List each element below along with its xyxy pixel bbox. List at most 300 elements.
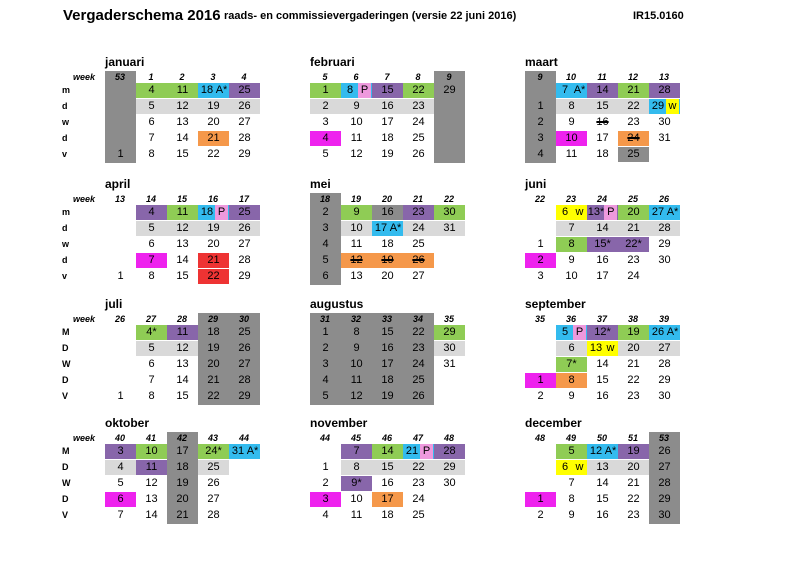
week-number: 22 <box>443 194 454 204</box>
day-cell <box>525 237 556 252</box>
day-number: 12 <box>350 254 363 266</box>
day-number: 23 <box>627 254 640 266</box>
day-number: 17 <box>176 445 189 457</box>
day-cell <box>229 205 260 220</box>
day-cell <box>310 83 341 98</box>
day-cell <box>310 444 341 459</box>
day-cell <box>372 131 403 146</box>
day-cell <box>229 389 260 404</box>
day-cell <box>556 325 587 340</box>
meeting-tag: P <box>358 83 371 98</box>
week-number: 9 <box>537 72 543 82</box>
week-number: 42 <box>176 433 187 443</box>
day-cell <box>618 357 649 372</box>
day-cell <box>403 221 434 236</box>
day-cell <box>556 115 587 130</box>
day-number: 19 <box>381 390 394 402</box>
day-number: 18 <box>381 374 394 386</box>
day-cell <box>341 476 372 491</box>
day-cell <box>310 508 341 523</box>
day-number: 9 <box>568 509 575 521</box>
day-cell <box>310 147 341 162</box>
day-number: 18 <box>381 132 394 144</box>
meeting-tag: P <box>420 444 433 459</box>
day-cell <box>105 115 136 130</box>
day-cell <box>136 476 167 491</box>
day-number: 15 <box>176 270 189 282</box>
day-cell <box>310 389 341 404</box>
day-cell <box>341 269 372 284</box>
day-cell <box>310 325 341 340</box>
day-number: 12* <box>594 326 611 338</box>
day-number: 26 <box>658 445 671 457</box>
week-number: 34 <box>412 314 423 324</box>
weekday-label: d <box>62 223 68 233</box>
weekday-label: d <box>62 255 68 265</box>
month-name: december <box>525 416 582 430</box>
day-number: 23 <box>627 390 640 402</box>
day-number: 7 <box>148 374 155 386</box>
day-cell <box>649 83 680 98</box>
day-cell <box>403 115 434 130</box>
day-number: 28 <box>658 358 671 370</box>
day-number: 20 <box>207 116 220 128</box>
day-cell <box>341 253 372 268</box>
day-cell <box>136 357 167 372</box>
day-cell <box>310 205 341 220</box>
day-cell <box>136 269 167 284</box>
day-cell <box>229 444 260 459</box>
week-number: 47 <box>412 433 423 443</box>
day-cell <box>198 325 229 340</box>
week-number: 21 <box>412 194 423 204</box>
day-number: 20 <box>381 270 394 282</box>
day-cell <box>198 115 229 130</box>
day-cell <box>167 460 198 475</box>
day-number: 14 <box>596 222 609 234</box>
day-cell <box>136 492 167 507</box>
day-number: 5 <box>148 222 155 234</box>
day-number: 19 <box>381 254 394 266</box>
day-cell <box>229 357 260 372</box>
day-number: 26 <box>238 100 251 112</box>
day-cell <box>587 444 618 459</box>
meeting-tag: A* <box>389 222 402 234</box>
day-cell <box>525 476 556 491</box>
day-number: 3 <box>322 493 329 505</box>
day-number: 4 <box>322 238 329 250</box>
day-cell <box>167 373 198 388</box>
week-number: 4 <box>241 72 247 82</box>
day-cell <box>587 269 618 284</box>
week-number: 27 <box>145 314 156 324</box>
day-number: 4 <box>322 374 329 386</box>
day-cell <box>618 389 649 404</box>
day-number: 16 <box>381 477 394 489</box>
day-number: 13 <box>596 461 609 473</box>
day-cell <box>372 115 403 130</box>
day-cell <box>649 99 680 114</box>
day-number: 27 <box>238 116 251 128</box>
day-number: 29 <box>658 374 671 386</box>
day-cell <box>136 341 167 356</box>
day-cell <box>403 476 434 491</box>
day-cell <box>167 131 198 146</box>
day-number: 11 <box>176 206 189 218</box>
day-cell <box>310 253 341 268</box>
day-cell <box>618 341 649 356</box>
day-cell <box>403 460 434 475</box>
day-cell <box>618 115 649 130</box>
day-cell <box>525 269 556 284</box>
day-cell <box>403 389 434 404</box>
day-cell <box>167 269 198 284</box>
weekday-label: M <box>62 327 70 337</box>
day-number: 28 <box>238 132 251 144</box>
day-cell <box>649 373 680 388</box>
day-number: 3 <box>322 222 329 234</box>
day-cell <box>167 325 198 340</box>
day-number: 9 <box>568 254 575 266</box>
day-cell <box>403 99 434 114</box>
week-number: 53 <box>658 433 669 443</box>
day-number: 13* <box>587 206 605 218</box>
week-number: 26 <box>114 314 125 324</box>
day-number: 8 <box>568 493 575 505</box>
day-number: 24* <box>205 445 222 457</box>
day-number: 4 <box>148 206 155 218</box>
week-number: 29 <box>207 314 218 324</box>
day-cell <box>649 492 680 507</box>
day-number: 7 <box>568 222 575 234</box>
day-number: 22 <box>627 100 640 112</box>
day-cell <box>434 99 465 114</box>
day-number: 17 <box>374 222 388 234</box>
day-number: 8 <box>353 461 360 473</box>
day-cell <box>403 373 434 388</box>
weekday-label: d <box>62 133 68 143</box>
day-cell <box>341 508 372 523</box>
day-number: 22 <box>207 270 220 282</box>
day-number: 15 <box>381 461 394 473</box>
day-cell <box>649 205 680 220</box>
day-cell <box>229 83 260 98</box>
day-cell <box>372 508 403 523</box>
day-cell <box>229 147 260 162</box>
day-number: 23 <box>627 509 640 521</box>
month-name: maart <box>525 55 558 69</box>
day-cell <box>198 492 229 507</box>
day-number: 31 <box>231 445 245 457</box>
day-cell <box>372 373 403 388</box>
day-cell <box>105 373 136 388</box>
day-cell <box>525 147 556 162</box>
day-cell <box>434 147 465 162</box>
day-cell <box>618 325 649 340</box>
day-number: 24 <box>627 270 640 282</box>
week-number: 12 <box>627 72 638 82</box>
day-number: 28 <box>658 222 671 234</box>
month-name: februari <box>310 55 355 69</box>
day-number: 12 <box>350 390 363 402</box>
day-cell <box>310 492 341 507</box>
meeting-tag: w <box>573 205 586 220</box>
day-cell <box>167 147 198 162</box>
day-cell <box>198 205 229 220</box>
day-number: 21 <box>207 132 220 144</box>
day-number: 11 <box>145 461 158 473</box>
week-number: 53 <box>114 72 125 82</box>
day-number: 4 <box>148 84 155 96</box>
day-cell <box>229 269 260 284</box>
day-number: 27 <box>238 358 251 370</box>
day-number: 18 <box>176 461 189 473</box>
week-number: 50 <box>596 433 607 443</box>
day-number: 21 <box>627 477 640 489</box>
day-cell <box>310 373 341 388</box>
day-cell <box>229 253 260 268</box>
day-number: 25 <box>412 374 425 386</box>
day-cell <box>587 341 618 356</box>
day-cell <box>372 357 403 372</box>
day-number: 5 <box>568 445 575 457</box>
day-cell <box>105 508 136 523</box>
day-number: 5 <box>117 477 124 489</box>
day-cell <box>105 492 136 507</box>
day-number: 11 <box>565 148 578 160</box>
day-cell <box>587 460 618 475</box>
day-number: 11 <box>176 84 189 96</box>
day-number: 25 <box>238 326 251 338</box>
meeting-tag: A* <box>666 326 679 338</box>
day-number: 15 <box>596 493 609 505</box>
day-number: 8 <box>346 84 354 96</box>
day-number: 8 <box>148 390 155 402</box>
day-number: 8 <box>148 148 155 160</box>
day-number: 18 <box>596 148 609 160</box>
week-number: 7 <box>384 72 390 82</box>
day-cell <box>310 341 341 356</box>
day-number: 13 <box>176 238 189 250</box>
day-number: 20 <box>207 358 220 370</box>
week-number: 32 <box>350 314 361 324</box>
day-number: 1 <box>322 326 329 338</box>
day-number: 27 <box>658 342 671 354</box>
day-number: 8 <box>148 270 155 282</box>
week-number: 18 <box>319 194 330 204</box>
week-number: 20 <box>381 194 392 204</box>
weekday-label: d <box>62 101 68 111</box>
day-number: 14 <box>596 477 609 489</box>
day-cell <box>198 237 229 252</box>
day-number: 30 <box>443 477 456 489</box>
day-number: 21 <box>627 358 640 370</box>
day-cell <box>649 389 680 404</box>
week-number: 33 <box>381 314 392 324</box>
day-number: 6 <box>561 461 569 473</box>
day-number: 19 <box>381 148 394 160</box>
day-cell <box>434 115 465 130</box>
day-number: 25 <box>412 238 425 250</box>
day-number: 6 <box>148 238 155 250</box>
day-cell <box>434 389 465 404</box>
week-number: 13 <box>114 194 125 204</box>
day-cell <box>341 99 372 114</box>
day-number: 17 <box>381 493 394 505</box>
day-cell <box>167 253 198 268</box>
day-cell <box>434 83 465 98</box>
day-cell <box>167 205 198 220</box>
day-cell <box>525 83 556 98</box>
day-number: 7 <box>117 509 124 521</box>
meeting-tag: P <box>573 325 586 340</box>
day-cell <box>649 237 680 252</box>
day-cell <box>556 476 587 491</box>
day-cell <box>618 205 649 220</box>
day-number: 20 <box>627 461 640 473</box>
day-cell <box>434 253 465 268</box>
day-cell <box>587 221 618 236</box>
day-number: 27 <box>412 270 425 282</box>
day-number: 17 <box>596 270 609 282</box>
meeting-tag: P <box>604 205 617 220</box>
week-number: 43 <box>207 433 218 443</box>
day-cell <box>136 221 167 236</box>
day-number: 22 <box>207 390 220 402</box>
day-number: 8 <box>568 238 575 250</box>
day-number: 16 <box>596 390 609 402</box>
day-cell <box>198 269 229 284</box>
day-cell <box>167 492 198 507</box>
day-cell <box>525 357 556 372</box>
day-cell <box>372 460 403 475</box>
meeting-tag: w <box>666 99 679 114</box>
day-cell <box>136 325 167 340</box>
day-number: 1 <box>117 148 124 160</box>
day-number: 4 <box>117 461 124 473</box>
day-cell <box>341 389 372 404</box>
day-number: 24 <box>412 358 425 370</box>
month-name: augustus <box>310 297 364 311</box>
day-cell <box>341 444 372 459</box>
day-number: 21 <box>176 509 189 521</box>
day-cell <box>136 508 167 523</box>
day-cell <box>587 237 618 252</box>
day-cell <box>649 325 680 340</box>
day-number: 4 <box>537 148 544 160</box>
day-number: 2 <box>322 477 329 489</box>
day-cell <box>167 389 198 404</box>
day-cell <box>198 508 229 523</box>
day-number: 10 <box>145 445 158 457</box>
day-cell <box>525 373 556 388</box>
day-cell <box>587 325 618 340</box>
day-cell <box>105 221 136 236</box>
day-number: 20 <box>627 342 640 354</box>
day-cell <box>649 444 680 459</box>
week-label: week <box>72 433 95 443</box>
day-number: 9 <box>353 342 360 354</box>
day-number: 25 <box>627 148 640 160</box>
day-cell <box>434 237 465 252</box>
day-cell <box>649 115 680 130</box>
day-cell <box>618 99 649 114</box>
day-cell <box>403 147 434 162</box>
week-number: 14 <box>145 194 156 204</box>
day-number: 19 <box>207 100 220 112</box>
day-cell <box>198 460 229 475</box>
day-cell <box>618 269 649 284</box>
day-number: 6 <box>568 342 575 354</box>
day-number: 24 <box>412 222 425 234</box>
day-number: 28 <box>658 477 671 489</box>
day-cell <box>310 131 341 146</box>
day-cell <box>649 253 680 268</box>
day-cell <box>167 508 198 523</box>
day-number: 31 <box>443 358 456 370</box>
day-number: 17 <box>381 116 394 128</box>
day-cell <box>372 476 403 491</box>
day-cell <box>649 341 680 356</box>
day-number: 15 <box>596 374 609 386</box>
day-number: 30 <box>658 390 671 402</box>
day-cell <box>618 221 649 236</box>
day-number: 6 <box>561 206 569 218</box>
day-cell <box>587 492 618 507</box>
month-name: september <box>525 297 586 311</box>
week-number: 26 <box>658 194 669 204</box>
day-number: 18 <box>381 509 394 521</box>
day-cell <box>618 460 649 475</box>
day-number: 19 <box>627 326 640 338</box>
day-cell <box>556 83 587 98</box>
day-cell <box>434 341 465 356</box>
day-cell <box>587 357 618 372</box>
week-number: 19 <box>350 194 361 204</box>
day-number: 7 <box>353 445 360 457</box>
day-number: 29 <box>443 326 456 338</box>
day-cell <box>587 131 618 146</box>
day-cell <box>525 508 556 523</box>
day-number: 15 <box>596 100 609 112</box>
day-cell <box>556 444 587 459</box>
day-number: 3 <box>322 358 329 370</box>
weekday-label: M <box>62 446 70 456</box>
day-cell <box>198 476 229 491</box>
day-cell <box>229 237 260 252</box>
day-cell <box>403 357 434 372</box>
week-number: 48 <box>443 433 454 443</box>
day-number: 24 <box>412 116 425 128</box>
week-number: 6 <box>353 72 359 82</box>
day-cell <box>525 492 556 507</box>
day-number: 5 <box>148 342 155 354</box>
day-number: 3 <box>117 445 124 457</box>
day-cell <box>587 389 618 404</box>
day-cell <box>618 237 649 252</box>
day-cell <box>136 460 167 475</box>
day-number: 22 <box>627 493 640 505</box>
day-cell <box>403 83 434 98</box>
day-cell <box>105 253 136 268</box>
day-cell <box>403 253 434 268</box>
day-number: 23 <box>412 206 425 218</box>
day-number: 14 <box>176 254 189 266</box>
day-cell <box>556 460 587 475</box>
day-number: 2 <box>537 254 544 266</box>
day-number: 25 <box>412 132 425 144</box>
day-cell <box>310 269 341 284</box>
